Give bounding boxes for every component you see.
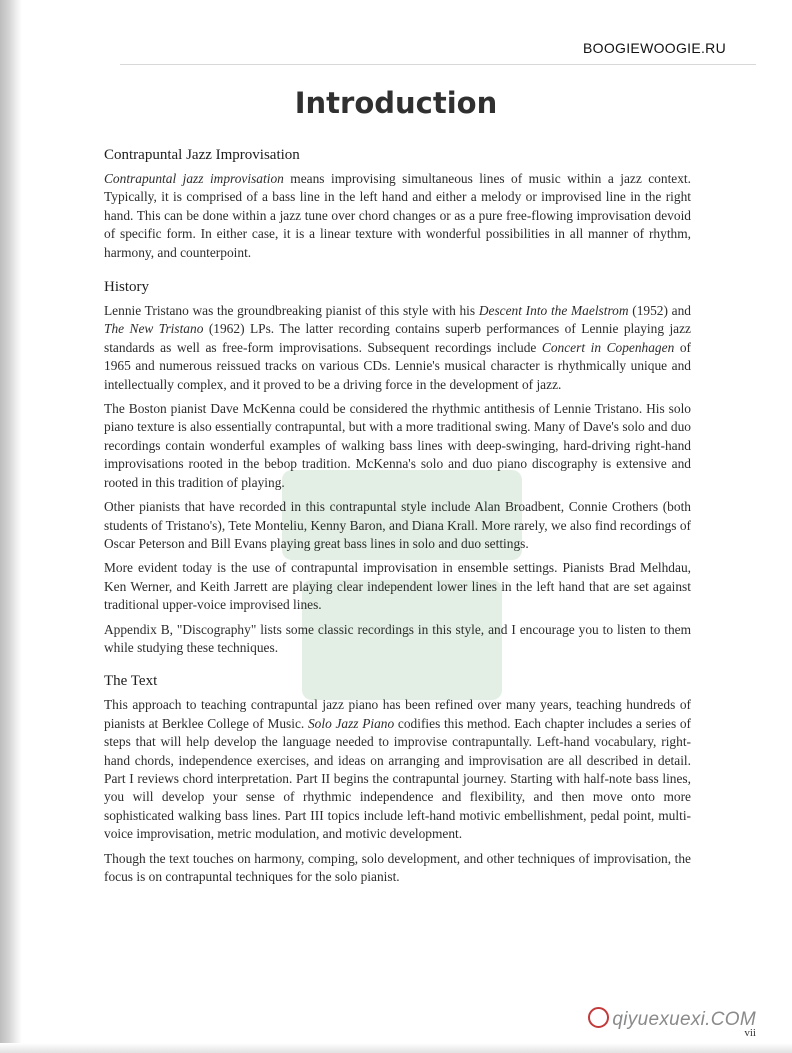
paragraph-text: of 1965 and numerous reissued tracks on various CDs. Lennie's musical character is rhythmically unique and intellectually complex, and it proved to be a driving force in the development of jazz. [104,339,691,392]
scan-bottom-shadow [0,1043,792,1053]
book-title: Solo Jazz Piano [307,715,395,731]
album-title: Concert in Copenhagen [541,339,675,355]
scan-edge-shadow [0,0,22,1053]
section-contrapuntal [104,146,691,262]
paragraph-text: codifies this method. Each chapter includes a series of steps that will help develop the language needed to improvise contrapuntally. Left-hand vocabulary, right-hand chords, independence exercises, and ideas on arranging and improvisation are all described in detail. Part I reviews chord interpretation. Part II begins the contrapuntal journey. Starting with half-note bass lines, you will develop your sense of rhythmic independence and flexibility, and then move onto more sophisticated walking bass lines. Part III topics include left-hand motivic embellishment, pedal point, multi-voice improvisation, metric modulation, and motivic development. [104,715,691,842]
paragraph: Though the text touches on harmony, comping, solo development, and other techniques of improvisation, the focus is on contrapuntal techniques for the solo pianist. [104,850,691,884]
paragraph-text: This approach to teaching contrapuntal jazz piano has been refined over many years, teaching hundreds of pianists at Berklee College of Music. [104,697,691,731]
paragraph [104,696,691,843]
page-number: vii [744,1027,756,1039]
site-watermark [588,1007,756,1031]
section-the-text [104,672,691,886]
site-label: BOOGIEWOOGIE.RU [583,40,726,56]
paragraph: The Boston pianist Dave McKenna could be considered the rhythmic antithesis of Lennie Tristano. His solo piano texture is also essentially contrapuntal, but with a more traditional swing. Many of Dave's solo and duo recordings contain wonderful examples of walking bass lines with deep-swinging, hard-driving right-hand improvisations rooted in the bebop tradition. McKenna's solo and duo piano discography is extensive and rooted in this tradition of playing. [104,401,691,490]
paragraph-text: (1962) LPs. The latter recording contains superb performances of Lennie playing jazz standards as well as free-form improvisations. Subsequent recordings include [104,321,691,355]
section-heading: History [104,279,149,296]
italic-term: Contrapuntal jazz improvisation [104,171,284,186]
header-rule [120,64,756,65]
site-logo-icon [588,1007,609,1028]
paragraph-text: (1952) and [628,303,692,319]
paragraph: More evident today is the use of contrapuntal improvisation in ensemble settings. Pianists Brad Melhdau, Ken Werner, and Keith Jarrett are playing clear independent lower lines in the left hand that are set against traditional upper-voice improvised lines. [104,560,691,613]
paragraph: Other pianists that have recorded in this contrapuntal style include Alan Broadbent, Connie Crothers (both students of Tristano's), Tete Monteliu, Kenny Baron, and Diana Krall. More rarely, we also find recordings of Oscar Peterson and Bill Evans playing great bass lines in solo and duo settings. [104,499,691,551]
main-content [104,146,691,900]
paragraph [104,170,691,262]
album-title: The New Tristano [104,321,204,337]
section-heading: Contrapuntal Jazz Improvisation [104,147,300,163]
page-title: Introduction [294,86,498,120]
album-title: Descent Into the Maelstrom [478,303,629,319]
paragraph-text: Lennie Tristano was the groundbreaking pianist of this style with his [104,303,479,319]
site-watermark-text: qiyuexuexi.COM [612,1009,756,1030]
paragraph [104,302,691,394]
section-heading: The Text [104,673,158,690]
paragraph-text: means improvising simultaneous lines of music within a jazz context. Typically, it is comprised of a bass line in the left hand and either a melody or improvised line in the right hand. This can be done within a jazz tune over chord changes or as a pure free-flowing improvisation devoid of specific form. In either case, it is a linear texture with wonderful possibilities in all manner of rhythm, harmony, and counterpoint. [104,171,691,260]
section-history [104,278,691,657]
paragraph: Appendix B, "Discography" lists some classic recordings in this style, and I encourage you to listen to them while studying these techniques. [104,621,691,655]
